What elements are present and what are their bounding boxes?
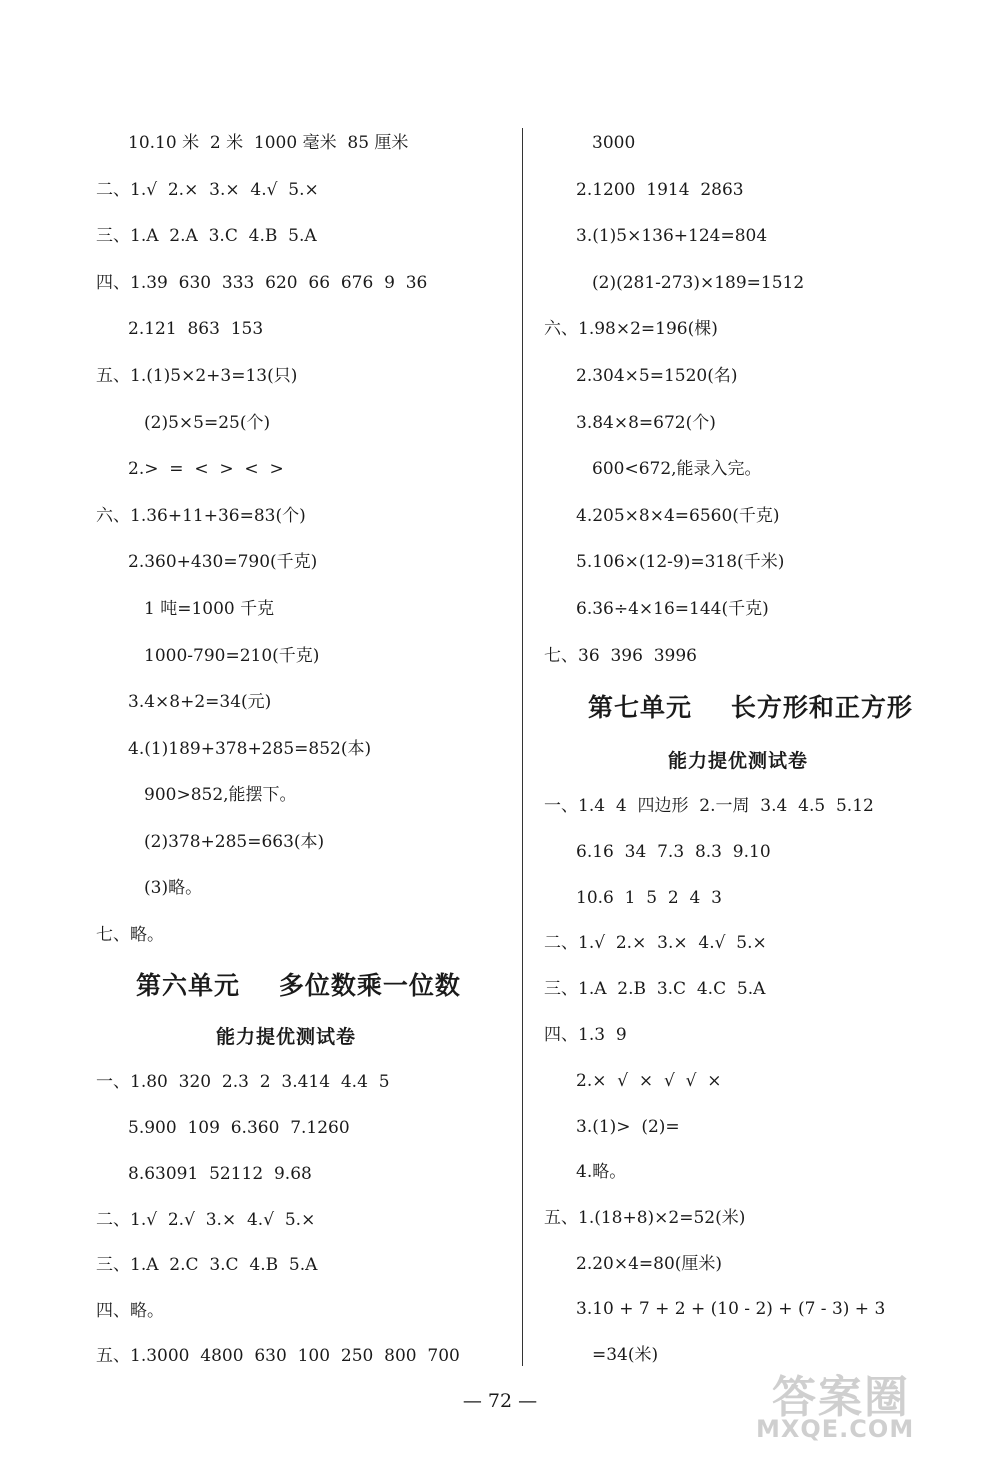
answer-line: 3.(1)> (2)= — [576, 1117, 680, 1137]
answer-line: (2)(281-273)×189=1512 — [592, 273, 805, 293]
answer-line: 900>852,能摆下。 — [144, 785, 297, 805]
answer-line: 3.(1)5×136+124=804 — [576, 226, 768, 246]
answer-line: 三、1.A 2.C 3.C 4.B 5.A — [96, 1255, 318, 1275]
answer-line: 2.1200 1914 2863 — [576, 180, 744, 200]
page-number: — 72 — — [462, 1390, 538, 1412]
section-subtitle: 能力提优测试卷 — [216, 1026, 357, 1048]
answer-line: 七、36 396 3996 — [544, 646, 697, 666]
answer-line: 四、1.39 630 333 620 66 676 9 36 — [96, 273, 428, 293]
unit-title: 第六单元 多位数乘一位数 — [136, 971, 461, 1000]
answer-line: 5.106×(12-9)=318(千米) — [576, 552, 785, 572]
answer-line: (2)5×5=25(个) — [144, 413, 271, 433]
answer-line: (2)378+285=663(本) — [144, 832, 325, 852]
answer-line: 2.20×4=80(厘米) — [576, 1254, 723, 1274]
answer-line: 2.121 863 153 — [128, 319, 264, 339]
watermark-logo: 答案圈 — [772, 1372, 910, 1423]
answer-line: 六、1.36+11+36=83(个) — [96, 506, 306, 526]
answer-line: 二、1.√ 2.× 3.× 4.√ 5.× — [96, 180, 319, 200]
watermark-site: MXQE.COM — [756, 1415, 915, 1443]
answer-line: 10.6 1 5 2 4 3 — [576, 888, 722, 908]
answer-line: 4.(1)189+378+285=852(本) — [128, 739, 372, 759]
answer-line: 10.10 米 2 米 1000 毫米 85 厘米 — [128, 133, 409, 153]
answer-line: 七、略。 — [96, 925, 164, 945]
answer-line: 2.360+430=790(千克) — [128, 552, 318, 572]
answer-line: 六、1.98×2=196(棵) — [544, 319, 718, 339]
answer-line: 一、1.80 320 2.3 2 3.414 4.4 5 — [96, 1072, 390, 1092]
answer-line: 3000 — [592, 133, 636, 153]
answer-line: 五、1.(18+8)×2=52(米) — [544, 1208, 746, 1228]
answer-line: 三、1.A 2.B 3.C 4.C 5.A — [544, 979, 766, 999]
column-divider — [522, 128, 523, 1366]
answer-line: 2.> = < > < > — [128, 459, 284, 479]
answer-line: 一、1.4 4 四边形 2.一周 3.4 4.5 5.12 — [544, 796, 874, 816]
watermark — [756, 1361, 986, 1447]
answer-line: 二、1.√ 2.× 3.× 4.√ 5.× — [544, 933, 767, 953]
answer-line: (3)略。 — [144, 878, 203, 898]
answer-line: 五、1.3000 4800 630 100 250 800 700 — [96, 1346, 460, 1366]
answer-line: 6.16 34 7.3 8.3 9.10 — [576, 842, 771, 862]
answer-line: 4.205×8×4=6560(千克) — [576, 506, 780, 526]
answer-line: 四、1.3 9 — [544, 1025, 627, 1045]
answer-line: 3.4×8+2=34(元) — [128, 692, 272, 712]
answer-line: 2.304×5=1520(名) — [576, 366, 738, 386]
answer-line: 2.× √ × √ √ × — [576, 1071, 722, 1091]
answer-line: 4.略。 — [576, 1162, 627, 1182]
answer-line: 五、1.(1)5×2+3=13(只) — [96, 366, 298, 386]
section-subtitle: 能力提优测试卷 — [668, 750, 809, 772]
answer-line: =34(米) — [592, 1345, 659, 1365]
answer-line: 5.900 109 6.360 7.1260 — [128, 1118, 350, 1138]
answer-line: 3.10 + 7 + 2 + (10 - 2) + (7 - 3) + 3 — [576, 1299, 886, 1319]
answer-line: 1000-790=210(千克) — [144, 646, 320, 666]
answer-line: 四、略。 — [96, 1301, 164, 1321]
answer-line: 二、1.√ 2.√ 3.× 4.√ 5.× — [96, 1210, 316, 1230]
answer-line: 6.36÷4×16=144(千克) — [576, 599, 769, 619]
answer-line: 3.84×8=672(个) — [576, 413, 716, 433]
answer-line: 600<672,能录入完。 — [592, 459, 762, 479]
answer-line: 三、1.A 2.A 3.C 4.B 5.A — [96, 226, 317, 246]
answer-line: 8.63091 52112 9.68 — [128, 1164, 312, 1184]
unit-title: 第七单元 长方形和正方形 — [588, 693, 913, 722]
answer-line: 1 吨=1000 千克 — [144, 599, 275, 619]
